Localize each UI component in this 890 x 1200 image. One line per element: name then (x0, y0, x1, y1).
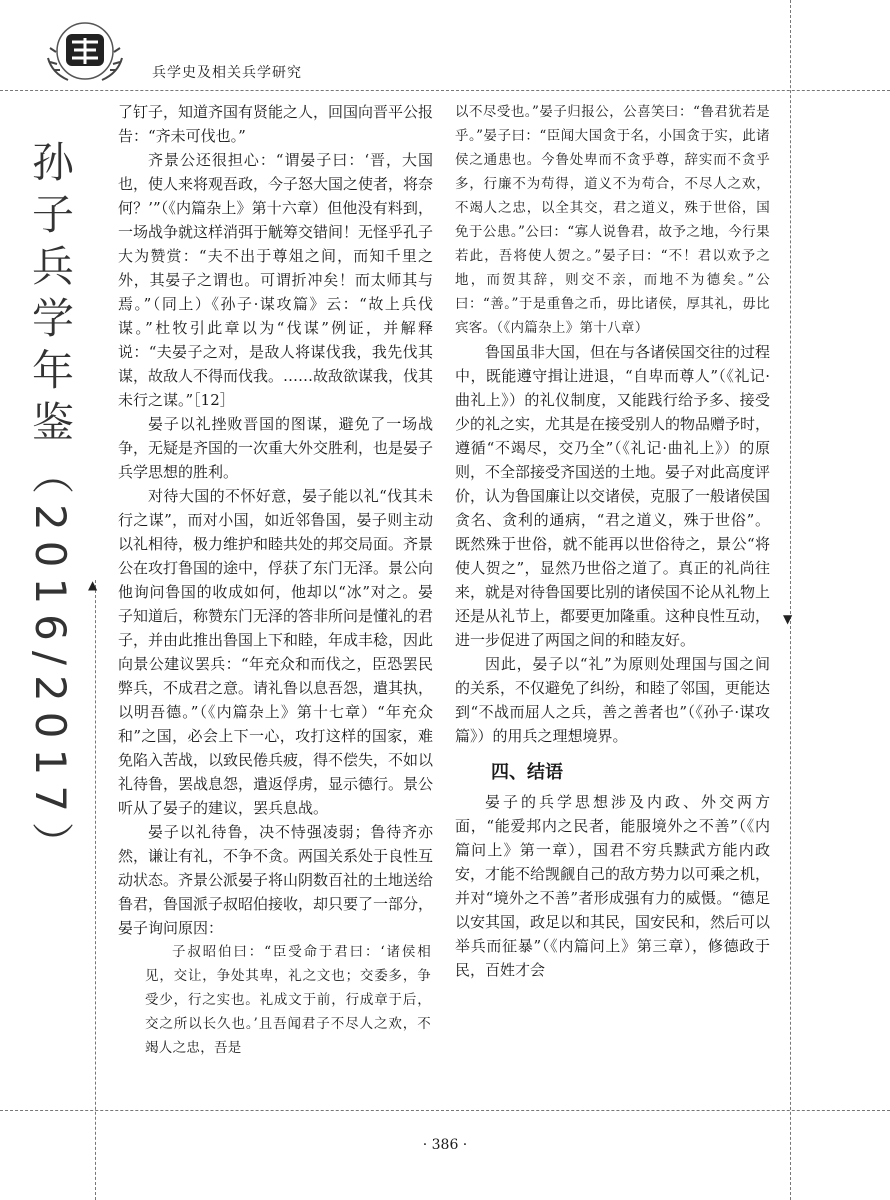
right-text-column (455, 100, 770, 982)
right-triangle-marker-icon: ▼ (783, 612, 793, 626)
bottom-dashed-rule (0, 1110, 890, 1111)
left-dashed-rule (95, 580, 96, 1200)
left-text-column (118, 100, 433, 1060)
page-number: · 386 · (422, 1137, 468, 1153)
paragraph: 晏子以礼待鲁，决不恃强凌弱；鲁待齐亦然，谦让有礼，不争不贪。两国关系处于良性互动状态。齐景公派晏子将山阴数百社的土地送给鲁君，鲁国派子叔昭伯接收，却只要了一部分，晏子询问原因： (118, 823, 434, 937)
side-book-title: 孙子兵学年鉴（2016/2017） (26, 140, 75, 874)
running-head: 兵学史及相关兵学研究 (152, 65, 302, 81)
paragraph: 因此，晏子以“礼”为原则处理国与国之间的关系，不仅避免了纠纷，和睦了邻国，更能达到“不战而屈人之兵，善之善者也”（《孙子·谋攻篇》）的用兵之理想境界。 (455, 655, 771, 745)
paragraph: 晏子的兵学思想涉及内政、外交两方面，“能爱邦内之民者，能服境外之不善”（《内篇问上》第一章），国君不穷兵黩武方能内政安，才能不给觊觎自己的敌方势力以可乘之机，并对“境外之不善”者形成强有力的威慑。“德足以安其国，政足以和其民，国安民和，然后可以举兵而征暴”（《内篇问上》第三章），修德政于民，百姓才会 (455, 793, 771, 979)
paragraph: 鲁国虽非大国，但在与各诸侯国交往的过程中，既能遵守揖让进退，“自卑而尊人”（《礼记·曲礼上》）的礼仪制度，又能践行给予多、接受少的礼之实，尤其是在接受别人的物品赠予时，遵循“不竭尽，交乃全”（《礼记·曲礼上》）的原则，不全部接受齐国送的土地。晏子对此高度评价，认为鲁国廉让以交诸侯，克服了一般诸侯国贪名、贪利的通病，“君之道义，殊于世俗”。既然殊于世俗，就不能再以世俗待之，景公“将使人贺之”，显然乃世俗之道了。真正的礼尚往来，就是对待鲁国要比别的诸侯国不论从礼物上还是从礼节上，都要更加隆重。这种良性互动，进一步促进了两国之间的和睦友好。 (455, 343, 771, 649)
top-dashed-rule (0, 90, 890, 91)
yearbook-logo-icon (40, 18, 130, 88)
paragraph: 晏子以礼挫败晋国的图谋，避免了一场战争，无疑是齐国的一次重大外交胜利，也是晏子兵学思想的胜利。 (118, 415, 434, 481)
block-quote: 子叔昭伯曰：“臣受命于君曰：‘诸侯相见，交让，争处其卑，礼之文也；交委多，争受少，行之实也。礼成文于前，行成章于后，交之所以长久也。’且吾闻君子不尽人之欢，不竭人之忠，吾是 (145, 944, 431, 1056)
block-quote: 以不尽受也。”晏子归报公，公喜笑曰：“鲁君犹若是乎。”晏子曰：“臣闻大国贪于名，小国贪于实，此诸侯之通患也。今鲁处卑而不贪乎尊，辞实而不贪乎多，行廉不为苟得，道义不为苟合，不尽人之欢，不竭人之忠，以全其交，君之道义，殊于世俗，国免于公患。”公曰：“寡人说鲁君，故予之地，今行果若此，吾将使人贺之。”晏子曰：“不！君以欢予之地，而贺其辞，则交不亲，而地不为德矣。”公曰：“善。”于是重鲁之币，毋比诸侯，厚其礼，毋比宾客。（《内篇杂上》第十八章） (455, 104, 770, 336)
section-heading: 四、结语 (491, 762, 563, 783)
paragraph: 对待大国的不怀好意，晏子能以礼“伐其未行之谋”，而对小国，如近邻鲁国，晏子则主动以礼相待，极力维护和睦共处的邦交局面。齐景公在攻打鲁国的途中，俘获了东门无泽。景公向他询问鲁国的收成如何，他却以“冰”对之。晏子知道后，称赞东门无泽的答非所问是懂礼的君子，并由此推出鲁国上下和睦，年成丰稔，因此向景公建议罢兵：“年充众和而伐之，臣恐罢民弊兵，不成君之意。请礼鲁以息吾怨，遣其执，以明吾德。”（《内篇杂上》第十七章）“年充众和”之国，必会上下一心，攻打这样的国家，难免陷入苦战，以致民倦兵疲，得不偿失，不如以礼待鲁，罢战息怨，遣返俘虏，显示德行。景公听从了晏子的建议，罢兵息战。 (118, 487, 434, 817)
paragraph: 了钉子，知道齐国有贤能之人，回国向晋平公报告：“齐未可伐也。” (118, 103, 434, 145)
left-triangle-marker-icon: ▲ (88, 578, 98, 592)
right-dashed-rule (790, 0, 791, 1200)
paragraph: 齐景公还很担心：“谓晏子曰：‘晋，大国也，使人来将观吾政，今子怒大国之使者，将奈何？’”（《内篇杂上》第十六章）但他没有料到，一场战争就这样消弭于觥筹交错间！无怪乎孔子大为赞赏：“夫不出于尊俎之间，而知千里之外，其晏子之谓也。可谓折冲矣！而太师其与焉。”（同上）《孙子·谋攻篇》云：“故上兵伐谋。”杜牧引此章以为“伐谋”例证，并解释说：“夫晏子之对，是敌人将谋伐我，我先伐其谋，故敌人不得而伐我。……故敌欲谋我，伐其未行之谋。”［12］ (118, 151, 434, 409)
